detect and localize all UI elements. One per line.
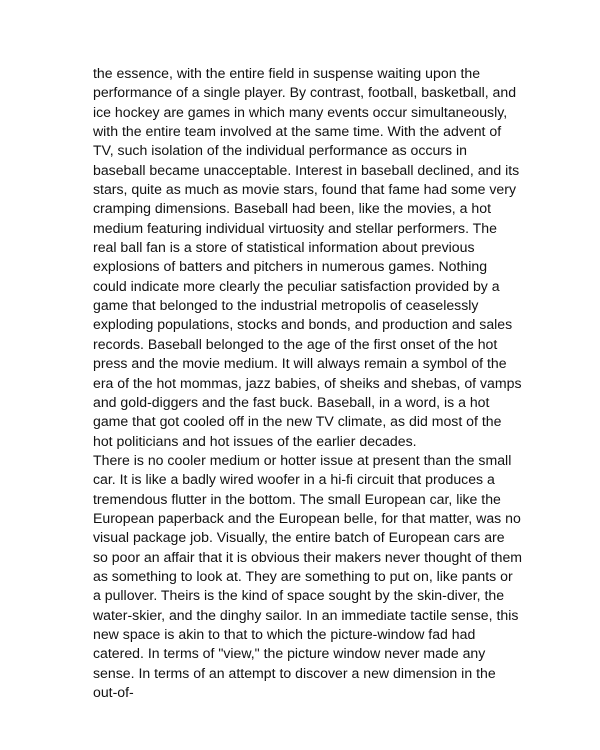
text-line: TV, such isolation of the individual performance as occurs in bbox=[93, 142, 467, 159]
text-line: press and the movie medium. It will always remain a symbol of the bbox=[93, 355, 507, 372]
text-line: new space is akin to that to which the picture-window fad had bbox=[93, 625, 476, 642]
text-line: hot politicians and hot issues of the earlier decades. bbox=[93, 432, 417, 449]
text-line: real ball fan is a store of statistical information about previous bbox=[93, 239, 475, 256]
text-line: so poor an affair that it is obvious their makers never thought of them bbox=[93, 548, 523, 565]
text-line: car. It is like a badly wired woofer in a hi-fi circuit that produces a bbox=[93, 471, 495, 488]
text-line: cramping dimensions. Baseball had been, like the movies, a hot bbox=[93, 200, 491, 217]
text-line: the essence, with the entire field in suspense waiting upon the bbox=[93, 65, 481, 81]
text-line: performance of a single player. By contrast, football, basketball, and bbox=[93, 84, 517, 101]
text-line: out-of- bbox=[93, 684, 134, 700]
text-line: with the entire team involved at the same time. With the advent of bbox=[93, 123, 502, 140]
text-line: sense. In terms of an attempt to discover a new dimension in the bbox=[93, 664, 496, 681]
text-line: records. Baseball belonged to the age of the first onset of the hot bbox=[93, 335, 498, 352]
text-line: water-skier, and the dinghy sailor. In an immediate tactile sense, this bbox=[93, 606, 519, 623]
text-line: explosions of batters and pitchers in numerous games. Nothing bbox=[93, 258, 488, 275]
text-line: medium featuring individual virtuosity and stellar performers. The bbox=[93, 219, 497, 236]
text-line: tremendous flutter in the bottom. The small European car, like the bbox=[93, 490, 501, 507]
text-line: exploding populations, stocks and bonds, and production and sales bbox=[93, 316, 513, 333]
body-text bbox=[93, 64, 533, 702]
text-line: ice hockey are games in which many events occur simultaneously, bbox=[93, 103, 508, 120]
text-line: and gold-diggers and the fast buck. Baseball, in a word, is a hot bbox=[93, 393, 490, 410]
text-line: as something to look at. They are something to put on, like pants or bbox=[93, 567, 513, 584]
text-line: stars, quite as much as movie stars, found that fame had some very bbox=[93, 181, 517, 198]
text-line: visual package job. Visually, the entire batch of European cars are bbox=[93, 529, 505, 546]
text-line: game that belonged to the industrial metropolis of ceaselessly bbox=[93, 297, 479, 314]
text-line: game that got cooled off in the new TV climate, as did most of the bbox=[93, 413, 502, 430]
text-line: There is no cooler medium or hotter issue at present than the small bbox=[93, 451, 512, 468]
text-line: era of the hot mommas, jazz babies, of sheiks and shebas, of vamps bbox=[93, 374, 522, 391]
text-line: catered. In terms of "view," the picture window never made any bbox=[93, 645, 486, 662]
text-line: could indicate more clearly the peculiar satisfaction provided by a bbox=[93, 277, 500, 294]
text-line: a pullover. Theirs is the kind of space sought by the skin-diver, the bbox=[93, 587, 505, 604]
text-line: baseball became unacceptable. Interest in baseball declined, and its bbox=[93, 161, 520, 178]
text-line: European paperback and the European belle, for that matter, was no bbox=[93, 509, 521, 526]
